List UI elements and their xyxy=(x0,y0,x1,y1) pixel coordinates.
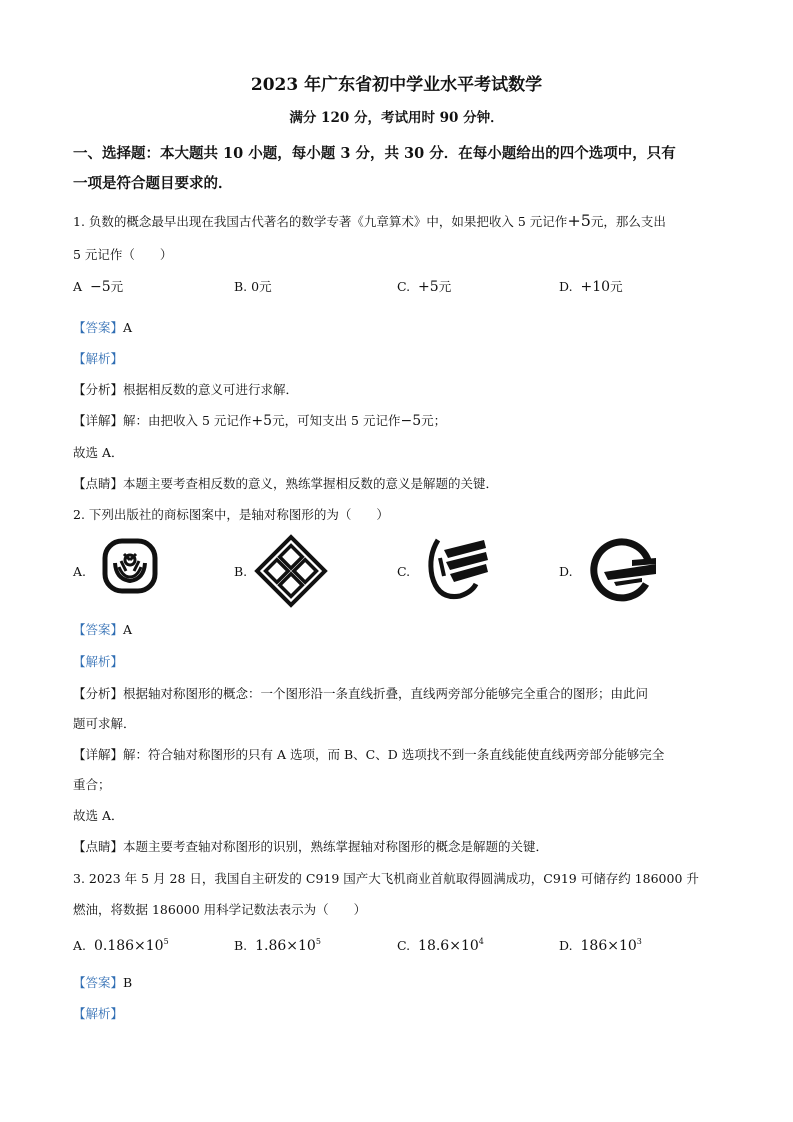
q1-option-d xyxy=(559,277,623,295)
q3-option-d-letter: D. xyxy=(559,938,573,953)
q1-stem-line2: 5 元记作（ ） xyxy=(73,247,173,262)
q1-stem-text-b: 元，那么支出 xyxy=(590,214,666,229)
q2-fenxi-line1 xyxy=(73,684,648,702)
q3-option-b-base: 1.86×10 xyxy=(255,938,316,954)
q3-option-b-letter: B. xyxy=(234,938,248,953)
answer-tag: 【答案】 xyxy=(73,975,124,990)
answer-tag: 【答案】 xyxy=(73,320,124,335)
q1-dianjing xyxy=(73,474,498,492)
q2-dianjing xyxy=(73,837,548,855)
q2-xiangjie-line1 xyxy=(73,745,664,763)
q1-analysis-tag: 【解析】 xyxy=(73,351,124,366)
answer-tag: 【答案】 xyxy=(73,622,124,637)
q3-option-c-letter: C. xyxy=(397,938,411,953)
q3-analysis-tag: 【解析】 xyxy=(73,1006,124,1021)
q1-stem-text-a: 1. 负数的概念最早出现在我国古代著名的数学专著《九章算术》中，如果把收入 5 元记作 xyxy=(73,214,568,229)
q1-option-c-unit: 元 xyxy=(438,279,452,294)
q2-choose: 故选 A． xyxy=(73,808,124,823)
q2-fenxi-text: 根据轴对称图形的概念：一个图形沿一条直线折叠，直线两旁部分能够完全重合的图形；由此问 xyxy=(123,686,649,701)
q3-option-a-letter: A. xyxy=(73,938,87,953)
q1-xiangjie-c: 元； xyxy=(421,413,447,428)
q3-option-b-exp: 5 xyxy=(315,937,321,946)
q3-option-a-base: 0.186×10 xyxy=(93,938,164,954)
q1-option-a xyxy=(73,277,123,295)
dianjing-tag: 【点睛】 xyxy=(73,476,124,491)
q1-xiangjie xyxy=(73,411,446,429)
q1-option-c-value: +5 xyxy=(418,279,439,295)
q3-option-a-exp: 5 xyxy=(163,937,169,946)
publisher-logo-a-icon xyxy=(101,537,159,595)
q1-option-b-unit: 元 xyxy=(259,279,272,294)
q3-option-a xyxy=(73,937,169,954)
q2-option-c-letter: C. xyxy=(397,564,411,579)
q3-answer xyxy=(73,973,132,991)
q2-answer xyxy=(73,620,132,638)
q1-option-a-letter: A xyxy=(73,279,83,294)
q2-analysis-tag: 【解析】 xyxy=(73,654,124,669)
q2-option-b-letter: B. xyxy=(234,564,248,579)
q2-dianjing-text: 本题主要考查轴对称图形的识别，熟练掌握轴对称图形的概念是解题的关键． xyxy=(123,839,549,854)
q1-option-b xyxy=(234,277,272,295)
q1-fenxi xyxy=(73,380,298,398)
q3-option-c-base: 18.6×10 xyxy=(418,938,479,954)
q3-option-c xyxy=(397,937,484,954)
xiangjie-tag: 【详解】 xyxy=(73,413,124,428)
q3-option-c-exp: 4 xyxy=(478,937,484,946)
q1-option-c xyxy=(397,277,451,295)
q1-answer-value: A xyxy=(123,320,133,335)
q1-option-d-unit: 元 xyxy=(610,279,623,294)
page-title: 2023 年广东省初中学业水平考试数学 xyxy=(250,75,543,95)
q1-option-d-letter: D. xyxy=(559,279,573,294)
q1-dianjing-text: 本题主要考查相反数的意义，熟练掌握相反数的意义是解题的关键． xyxy=(123,476,499,491)
q1-option-b-letter: B. 0 xyxy=(234,279,260,294)
q2-option-d-letter: D. xyxy=(559,564,573,579)
q2-xiangjie-text: 解：符合轴对称图形的只有 A 选项，而 B、C、D 选项找不到一条直线能使直线两旁部分能够完全 xyxy=(123,747,665,762)
q3-answer-value: B xyxy=(123,975,133,990)
q1-xiangjie-value1: +5 xyxy=(251,413,273,429)
q3-stem-line2: 燃油，将数据 186000 用科学记数法表示为（ ） xyxy=(73,902,367,917)
publisher-logo-b-icon xyxy=(254,534,328,608)
xiangjie-tag: 【详解】 xyxy=(73,747,124,762)
q1-xiangjie-value2: −5 xyxy=(400,413,422,429)
section-heading-line1: 一、选择题：本大题共 10 小题，每小题 3 分，共 30 分．在每小题给出的四个选项中，只有 xyxy=(73,145,676,162)
q1-answer xyxy=(73,318,132,336)
q2-xiangjie-line2: 重合； xyxy=(73,777,111,792)
q1-option-a-value: −5 xyxy=(89,279,111,295)
publisher-logo-d-icon xyxy=(586,538,660,604)
q1-choose: 故选 A． xyxy=(73,445,124,460)
q3-option-d-base: 186×10 xyxy=(580,938,637,954)
q2-answer-value: A xyxy=(123,622,133,637)
q1-stem-line1 xyxy=(73,211,666,230)
q3-stem-line1: 3. 2023 年 5 月 28 日，我国自主研发的 C919 国产大飞机商业首航取得圆满成功，C919 可储存约 186000 升 xyxy=(73,871,699,886)
q2-fenxi-line2: 题可求解． xyxy=(73,716,136,731)
q3-option-b xyxy=(234,937,321,954)
q1-xiangjie-a: 解：由把收入 5 元记作 xyxy=(123,413,252,428)
q1-option-a-unit: 元 xyxy=(110,279,124,294)
q2-option-a-letter: A. xyxy=(73,564,87,579)
dianjing-tag: 【点睛】 xyxy=(73,839,124,854)
q3-option-d xyxy=(559,937,642,954)
q3-option-d-exp: 3 xyxy=(636,937,642,946)
q1-option-d-value: +10 xyxy=(580,279,611,295)
publisher-logo-c-icon xyxy=(420,536,492,604)
q1-option-c-letter: C. xyxy=(397,279,411,294)
fenxi-tag: 【分析】 xyxy=(73,382,124,397)
q1-xiangjie-b: 元，可知支出 5 元记作 xyxy=(272,413,401,428)
fenxi-tag: 【分析】 xyxy=(73,686,124,701)
q2-stem: 2. 下列出版社的商标图案中，是轴对称图形的为（ ） xyxy=(73,507,389,522)
q1-stem-value: +5 xyxy=(567,211,591,230)
section-heading-line2: 一项是符合题目要求的． xyxy=(73,175,233,192)
q1-fenxi-text: 根据相反数的意义可进行求解． xyxy=(123,382,299,397)
page-subtitle: 满分 120 分，考试用时 90 分钟． xyxy=(289,110,504,126)
